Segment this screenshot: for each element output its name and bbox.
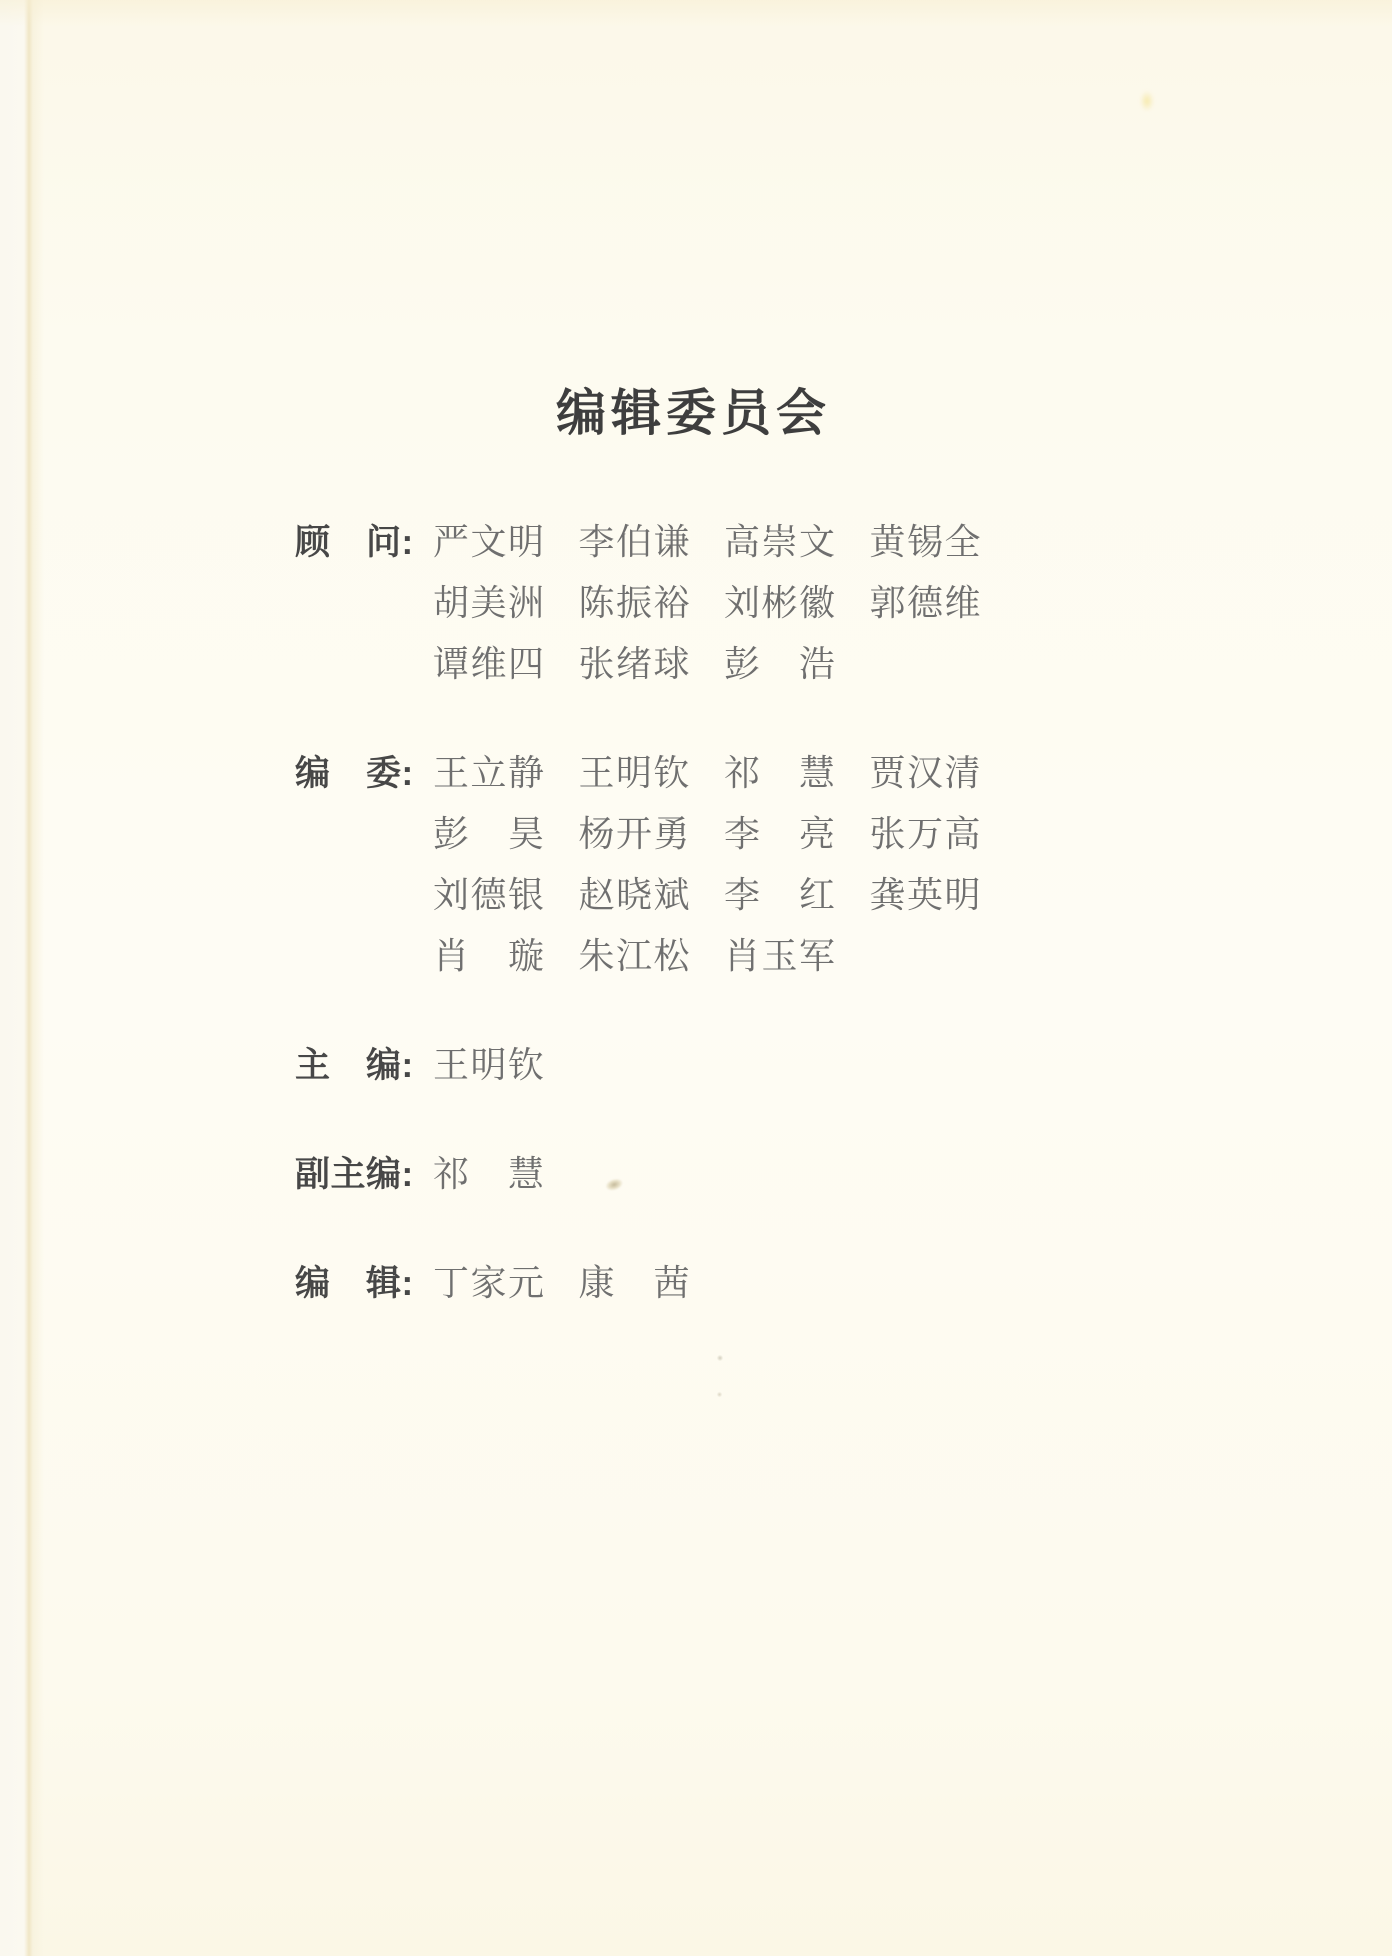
committee-row: [295, 512, 1155, 573]
member-name: 李伯谦: [578, 522, 692, 562]
scan-speck: [1138, 88, 1156, 114]
member-name: 祁 慧: [724, 753, 837, 793]
committee-row: [295, 743, 1155, 804]
section-deputy-chief-editor: [295, 1144, 1155, 1205]
member-name: 高崇文: [724, 522, 837, 562]
member-name: 郭德维: [869, 583, 983, 623]
section-editorial-board: [295, 743, 1155, 987]
member-name: 赵晓斌: [578, 875, 692, 915]
role-label-chief-editor: 主 编:: [295, 1046, 414, 1085]
member-name: 王立静: [433, 753, 546, 793]
section-chief-editor: [295, 1035, 1155, 1096]
page-title: 编辑委员会: [556, 385, 831, 441]
member-name: 朱江松: [578, 936, 692, 976]
page-top-edge-shading: [0, 0, 1392, 26]
page-binding-seam: [0, 0, 44, 1956]
member-name: 肖玉军: [724, 936, 837, 976]
scan-speck: [716, 1391, 723, 1398]
member-name: 肖 璇: [433, 936, 546, 976]
member-name: 丁家元: [433, 1263, 546, 1303]
role-label-advisors: 顾 问:: [295, 523, 414, 562]
member-name: 黄锡全: [869, 522, 983, 562]
committee-row: [295, 926, 1155, 987]
editorial-committee-list: [295, 512, 1155, 1362]
role-label-editors: 编 辑:: [295, 1264, 414, 1303]
member-name: 王明钦: [578, 753, 692, 793]
committee-row: [295, 1144, 1155, 1205]
member-name: 彭 浩: [724, 644, 837, 684]
role-label-deputy-chief-editor: 副主编:: [295, 1155, 414, 1194]
member-name: 张万高: [869, 814, 983, 854]
member-name: 龚英明: [869, 875, 983, 915]
member-name: 刘彬徽: [724, 583, 837, 623]
committee-row: [295, 634, 1155, 695]
member-name: 李 亮: [724, 814, 837, 854]
committee-row: [295, 1253, 1155, 1314]
committee-row: [295, 865, 1155, 926]
committee-row: [295, 1035, 1155, 1096]
member-name: 胡美洲: [433, 583, 546, 623]
member-name: 祁 慧: [433, 1154, 546, 1194]
committee-row: [295, 573, 1155, 634]
member-name: 谭维四: [433, 644, 546, 684]
role-label-editorial-board: 编 委:: [295, 754, 414, 793]
member-name: 严文明: [433, 522, 546, 562]
member-name: 陈振裕: [578, 583, 692, 623]
member-name: 李 红: [724, 875, 837, 915]
committee-row: [295, 804, 1155, 865]
section-advisors: [295, 512, 1155, 695]
section-editors: [295, 1253, 1155, 1314]
member-name: 康 茜: [578, 1263, 692, 1303]
member-name: 王明钦: [433, 1045, 546, 1085]
member-name: 彭 昊: [433, 814, 546, 854]
member-name: 张绪球: [578, 644, 692, 684]
member-name: 贾汉清: [869, 753, 983, 793]
member-name: 杨开勇: [578, 814, 692, 854]
member-name: 刘德银: [433, 875, 546, 915]
